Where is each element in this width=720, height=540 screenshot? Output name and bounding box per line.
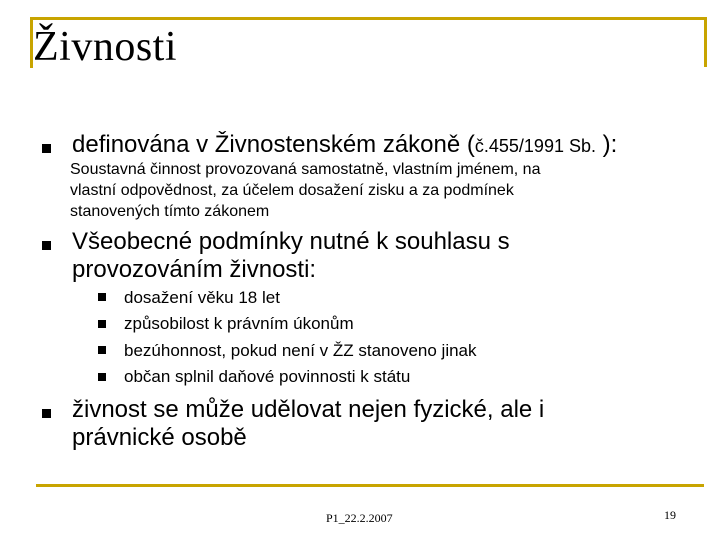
sub-item-2: způsobilost k právním úkonům (124, 314, 354, 333)
bullet-3-line-1: živnost se může udělovat nejen fyzické, ale i (72, 396, 545, 423)
bullet-marker-1 (42, 144, 51, 153)
bullet-3-line-2: právnické osobě (72, 424, 247, 451)
bullet-1-ref: č.455/1991 Sb. (474, 136, 596, 156)
bullet-1-main: definována v Živnostenském zákoně ( (72, 131, 475, 158)
bullet-marker-2 (42, 241, 51, 250)
bullet-1-desc-line-1: Soustavná činnost provozovaná samostatně, vlastním jménem, na (70, 161, 541, 178)
bullet-1-end: ): (596, 131, 618, 158)
bullet-2-line-1: Všeobecné podmínky nutné k souhlasu s (72, 228, 510, 255)
bullet-1-desc-line-3: stanovených tímto zákonem (70, 203, 270, 220)
sub-bullet-marker-1 (98, 293, 106, 301)
slide-title: Živnosti (33, 24, 178, 70)
bullet-marker-3 (42, 409, 51, 418)
sub-item-1: dosažení věku 18 let (124, 288, 280, 307)
top-frame-line (30, 17, 707, 20)
bullet-2-line-2: provozováním živnosti: (72, 256, 317, 283)
page-number: 19 (664, 508, 676, 522)
footer-label: P1_22.2.2007 (326, 511, 393, 525)
bullet-1-text (72, 131, 617, 160)
bullet-1-desc-line-2: vlastní odpovědnost, za účelem dosažení zisku a za podmínek (70, 182, 514, 199)
bottom-rule (36, 484, 704, 487)
sub-bullet-marker-2 (98, 320, 106, 328)
right-frame-line (704, 17, 707, 67)
sub-bullet-marker-4 (98, 373, 106, 381)
sub-item-4: občan splnil daňové povinnosti k státu (124, 367, 411, 386)
sub-bullet-marker-3 (98, 346, 106, 354)
sub-item-3: bezúhonnost, pokud není v ŽZ stanoveno jinak (124, 341, 477, 360)
